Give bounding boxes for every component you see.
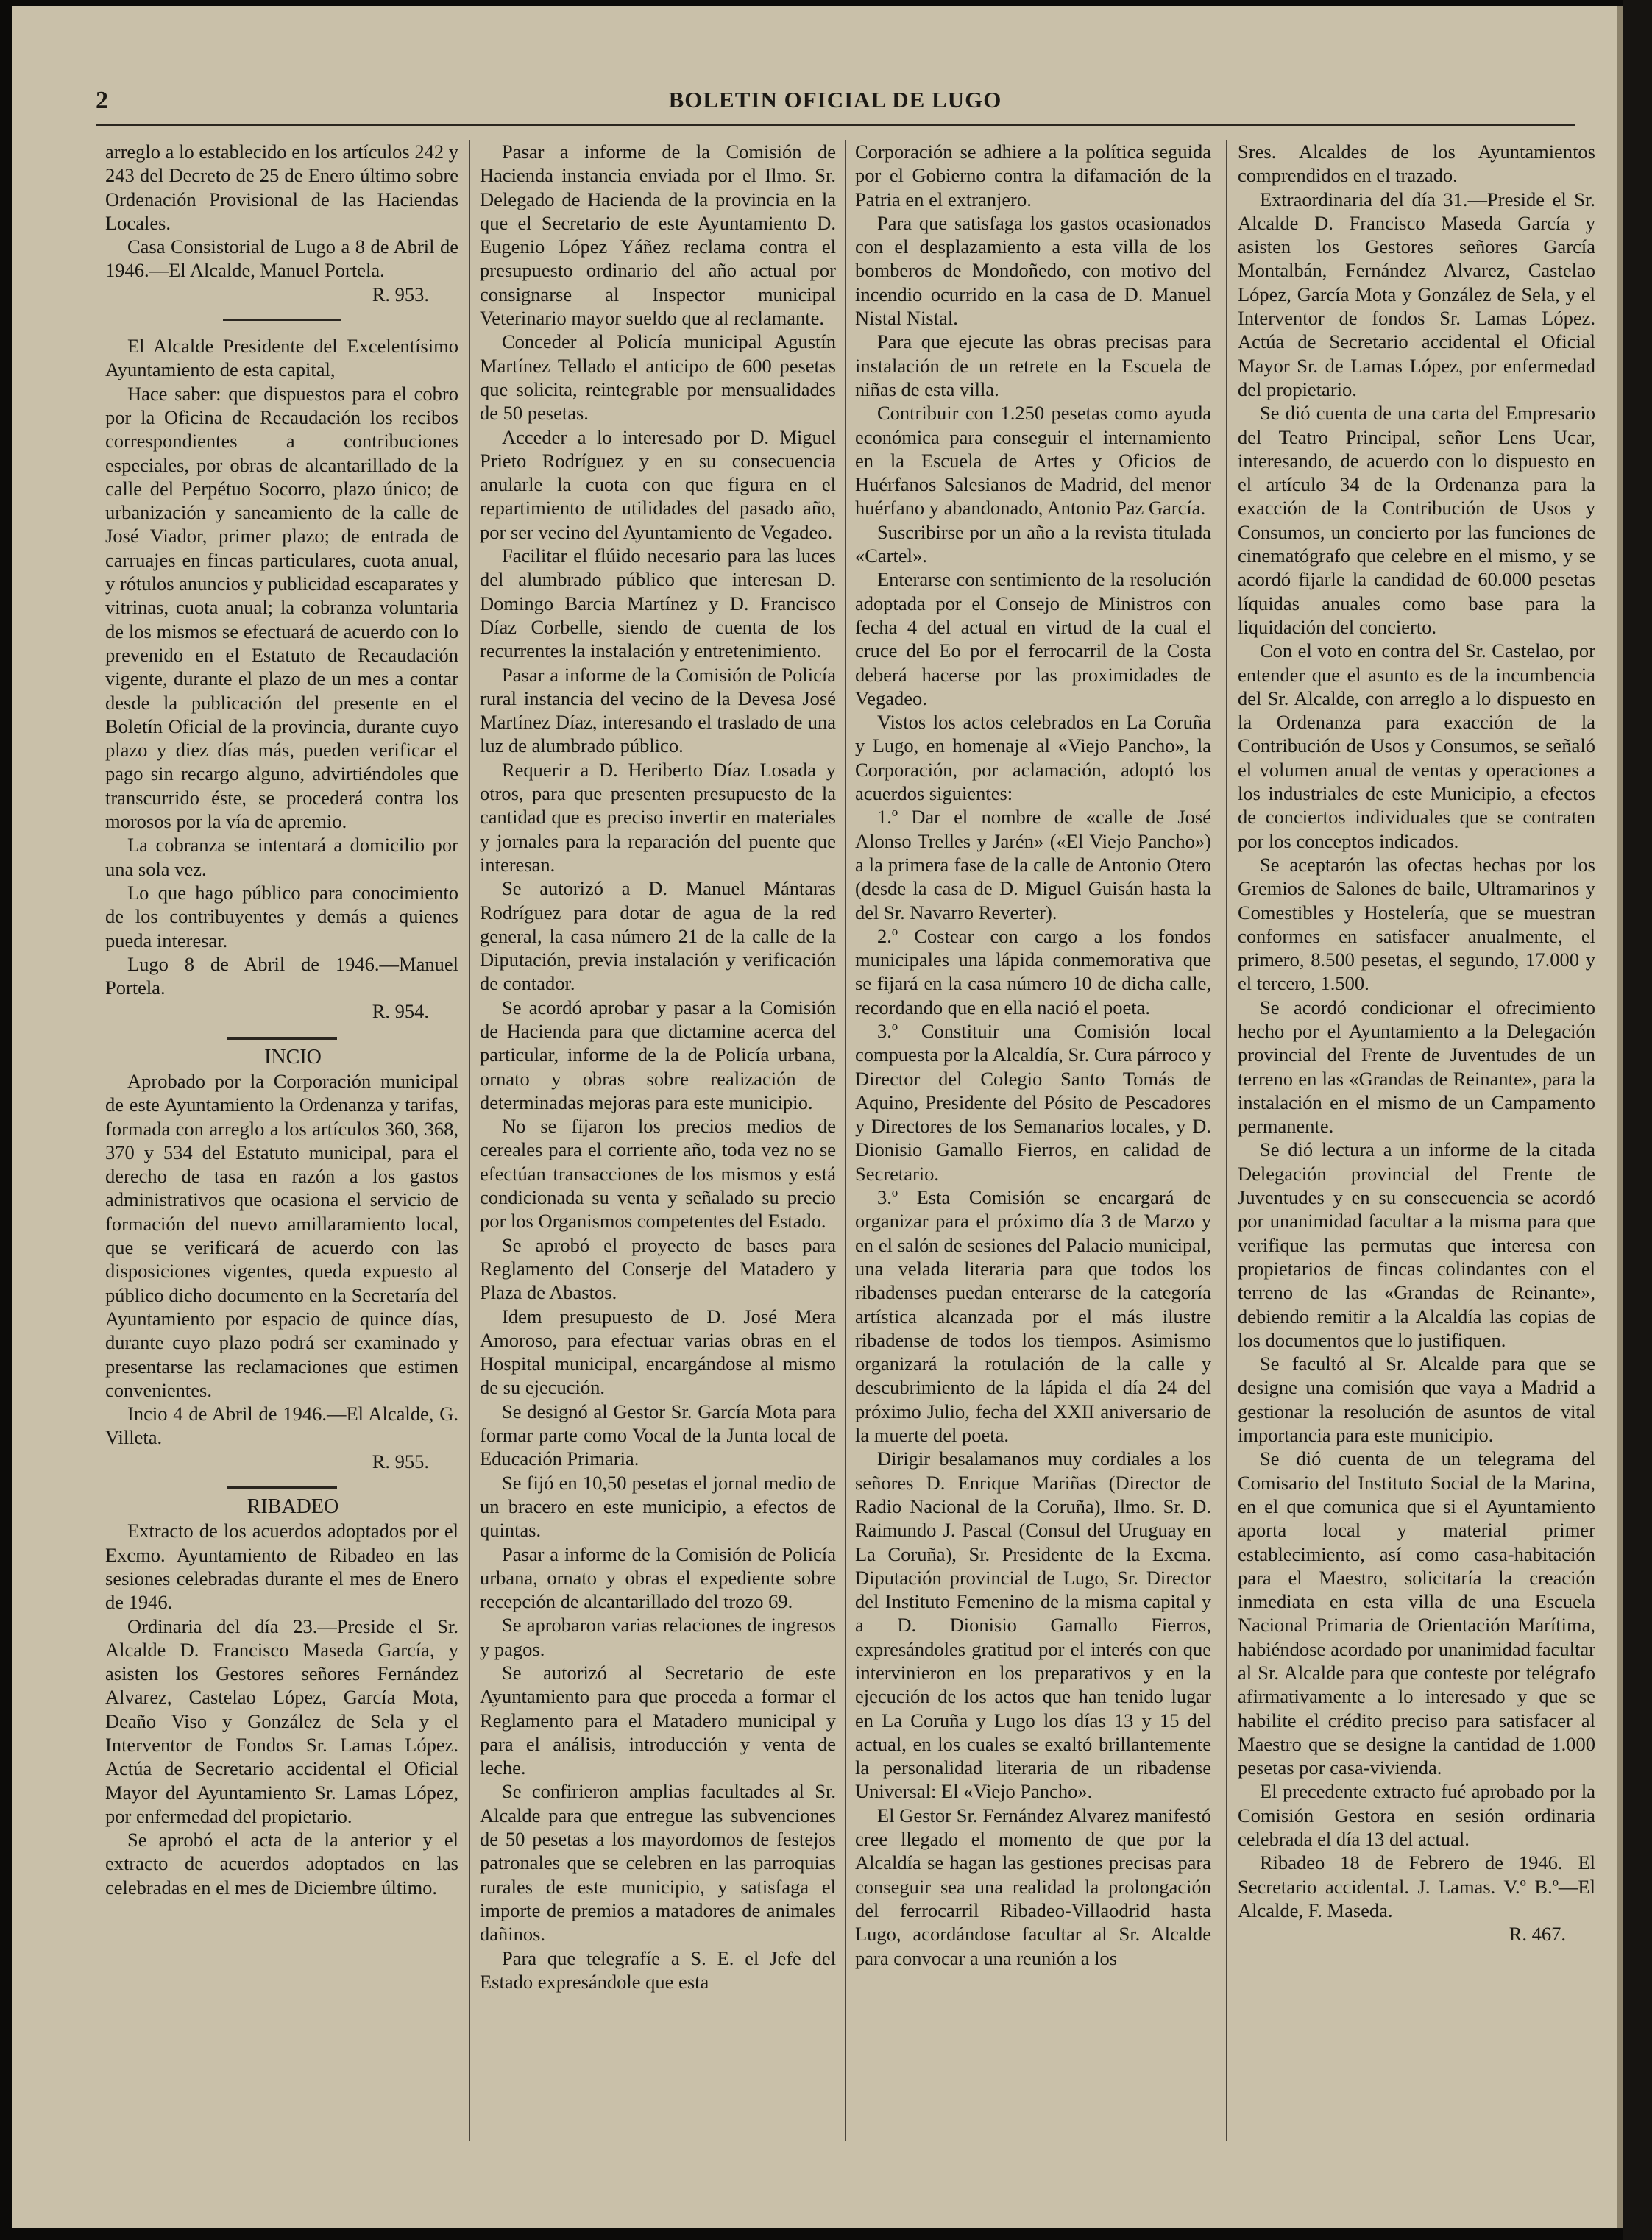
paragraph: Se aprobó el proyecto de bases para Reglamento del Conserje del Matadero y Plaza de Abastos. <box>480 1233 836 1304</box>
paragraph: Se facultó al Sr. Alcalde para que se designe una comisión que vaya a Madrid a gestionar la resolución de asuntos de vital importancia para este municipio. <box>1238 1353 1595 1447</box>
paragraph: Se designó al Gestor Sr. García Mota para formar parte como Vocal de la Junta local de Educación Primaria. <box>480 1400 836 1470</box>
reference-number: R. 467. <box>1509 1923 1566 1946</box>
paragraph: Suscribirse por un año a la revista titulada «Cartel». <box>855 520 1211 567</box>
paragraph: Vistos los actos celebrados en La Coruña y Lugo, en homenaje al «Viejo Pancho», la Corporación, por aclamación, adoptó los acuerdos siguientes: <box>855 711 1211 805</box>
column-1 <box>105 140 458 2141</box>
paragraph: Se dió cuenta de una carta del Empresario del Teatro Principal, señor Lens Ucar, interesando, de acuerdo con lo dispuesto en el artículo 34 de la Ordenanza para la exacción de la Contribución de Usos y Consumos, un concierto por las funciones de cinematógrafo que celebre en el mismo, y se acordó fijarle la candidad de 60.000 pesetas líquidas anuales como base para la liquidación del concierto. <box>1238 402 1595 638</box>
paragraph: Pasar a informe de la Comisión de Hacienda instancia enviada por el Ilmo. Sr. Delegado de Hacienda de la provincia en la que el Secretario de este Ayuntamiento D. Eugenio López Yáñez reclama contra el presupuesto ordinario del año actual por consignarse al Inspector municipal Veterinario mayor sueldo que al reclamante. <box>480 141 836 330</box>
paragraph: El Gestor Sr. Fernández Alvarez manifestó cree llegado el momento de que por la Alcaldía se hagan las gestiones precisas para conseguir sea una realidad la prolongación del ferrocarril Ribadeo-Villaodrid hasta Lugo, acordándose facultar al Sr. Alcalde para convocar a una reunión a los <box>855 1804 1211 1969</box>
column-divider <box>469 140 470 2141</box>
paragraph: El precedente extracto fué aprobado por la Comisión Gestora en sesión ordinaria celebrada el día 13 del actual. <box>1238 1780 1595 1851</box>
paragraph: 1.º Dar el nombre de «calle de José Alonso Trelles y Jarén» («El Viejo Pancho») a la primera fase de la calle de Antonio Otero (desde la casa de D. Miguel Guisán hasta la del Sr. Navarro Reverter). <box>855 806 1211 924</box>
paragraph: Se acordó aprobar y pasar a la Comisión de Hacienda para que dictamine acerca del particular, informe de la de Policía urbana, ornato y obras sobre realización de determinadas mejoras para este municipio. <box>480 996 836 1113</box>
paragraph: Se fijó en 10,50 pesetas el jornal medio de un bracero en este municipio, a efectos de quintas. <box>480 1471 836 1542</box>
running-title: BOLETIN OFICIAL DE LUGO <box>668 87 1002 113</box>
separator-rule <box>227 1486 337 1489</box>
paragraph: Para que satisfaga los gastos ocasionados con el desplazamiento a esta villa de los bomberos de Mondoñedo, con motivo del incendio ocurrido en la casa de D. Manuel Nistal Nistal. <box>855 211 1211 330</box>
paragraph: Facilitar el flúido necesario para las luces del alumbrado público que interesan D. Domingo Barcia Martínez y D. Francisco Díaz Corbelle, siendo de cuenta de los recurrentes la instalación y entretenimiento. <box>480 545 836 662</box>
paragraph: Conceder al Policía municipal Agustín Martínez Tellado el anticipo de 600 pesetas que solicita, reintegrable por mensualidades de 50 pesetas. <box>480 330 836 425</box>
column-divider <box>845 140 846 2141</box>
column-3 <box>855 140 1211 2141</box>
paragraph: Dirigir besalamanos muy cordiales a los señores D. Enrique Mariñas (Director de Radio Nacional de la Coruña), Ilmo. Sr. D. Raimundo J. Pascal (Consul del Uruguay en La Coruña), Sr. Presidente de la Excma. Diputación provincial de Lugo, Sr. Director del Instituto Femenino de la misma capital y a D. Dionisio Gamallo Fierros, expresándoles gratitud por el interés con que intervinieron en los preparativos y en la ejecución de los actos que han tenido lugar en La Coruña y Lugo los días 13 y 15 del actual, en los cuales se exaltó brillantemente la personalidad literaria de un ribadense Universal: El «Viejo Pancho». <box>855 1447 1211 1803</box>
paragraph: Aprobado por la Corporación municipal de este Ayuntamiento la Ordenanza y tarifas, formada con arreglo a los artículos 360, 368, 370 y 534 del Estatuto municipal, para el derecho de tasa en razón a los gastos administrativos que ocasiona el servicio de formación del nuevo amillaramiento local, que se verificará de acuerdo con las disposiciones vigentes, queda expuesto al público dicho documento en la Secretaría del Ayuntamiento por espacio de quince días, durante cuyo plazo podrá ser examinado y presentarse las reclamaciones que estimen convenientes. <box>105 1069 458 1401</box>
separator-rule <box>223 319 341 321</box>
paragraph: 2.º Costear con cargo a los fondos municipales una lápida conmemorativa que se fijará en la casa número 10 de dicha calle, recordando que en ella nació el poeta. <box>855 924 1211 1018</box>
paragraph: Con el voto en contra del Sr. Castelao, por entender que el asunto es de la incumbencia del Sr. Alcalde, con arreglo a lo dispuesto en la Ordenanza para exacción de la Contribución de Usos y Consumos, se señaló el volumen anual de ventas y operaciones a los industriales de este Municipio, a efectos de conciertos individuales que se contraten por los conceptos indicados. <box>1238 639 1595 852</box>
paragraph: No se fijaron los precios medios de cereales para el corriente año, toda vez no se efectúan transacciones de los mismos y está condicionada su venta y señalado su precio por los Organismos competentes del Estado. <box>480 1115 836 1233</box>
paragraph: Se acordó condicionar el ofrecimiento hecho por el Ayuntamiento a la Delegación provincial del Frente de Juventudes de un terreno en las «Grandas de Reinante», para la instalación en el mismo de un Campamento permanente. <box>1238 996 1595 1138</box>
paragraph: Para que ejecute las obras precisas para instalación de un retrete en la Escuela de niñas de esta villa. <box>855 330 1211 400</box>
separator-rule <box>227 1037 337 1040</box>
paragraph: arreglo a lo establecido en los artículos 242 y 243 del Decreto de 25 de Enero último sobre Ordenación Provisional de las Haciendas Locales. <box>105 141 458 234</box>
paragraph: 3.º Constituir una Comisión local compuesta por la Alcaldía, Sr. Cura párroco y Director del Colegio Santo Tomás de Aquino, Presidente del Pósito de Pescadores y Directores de los Semanarios locales, y D. Dionisio Gamallo Fierros, en calidad de Secretario. <box>855 1019 1211 1185</box>
paragraph: Ribadeo 18 de Febrero de 1946. El Secretario accidental. J. Lamas. V.º B.º—El Alcalde, F. Maseda. <box>1238 1851 1595 1921</box>
paragraph: Lo que hago público para conocimiento de los contribuyentes y demás a quienes pueda interesar. <box>105 881 458 951</box>
paragraph: Enterarse con sentimiento de la resolución adoptada por el Consejo de Ministros con fecha 4 del actual en virtud de la cual el cruce del Eo por el ferrocarril de la Costa deberá hacerse por las proximidades de Vegadeo. <box>855 568 1211 709</box>
paragraph: Requerir a D. Heriberto Díaz Losada y otros, para que presenten presupuesto de la cantidad que es preciso invertir en materiales y jornales para la reparación del puente que interesan. <box>480 758 836 876</box>
reference-number: R. 954. <box>372 1000 429 1023</box>
page-number: 2 <box>96 87 108 114</box>
scan-background-edge <box>1623 0 1652 2240</box>
reference-number: R. 955. <box>372 1450 429 1472</box>
paragraph: El Alcalde Presidente del Excelentísimo Ayuntamiento de esta capital, <box>105 335 458 381</box>
paragraph: Contribuir con 1.250 pesetas como ayuda económica para conseguir el internamiento en la Escuela de Artes y Oficios de Huérfanos Salesianos de Madrid, del menor huérfano y abandonado, Antonio Paz García. <box>855 402 1211 520</box>
paragraph: Sres. Alcaldes de los Ayuntamientos comprendidos en el trazado. <box>1238 141 1595 187</box>
paragraph: Se autorizó al Secretario de este Ayuntamiento para que proceda a formar el Reglamento para el Matadero municipal y para el análisis, introducción y venta de leche. <box>480 1662 836 1779</box>
column-2 <box>480 140 836 2141</box>
paragraph: Lugo 8 de Abril de 1946.—Manuel Portela. <box>105 952 458 999</box>
paragraph: 3.º Esta Comisión se encargará de organizar para el próximo día 3 de Marzo y en el salón de sesiones del Palacio municipal, una velada literaria para que todos los ribadenses puedan enterarse de la categoría artística alcanzada por el más ilustre ribadense de todos los tiempos. Asimismo organizará la rotulación de la calle y descubrimiento de la lápida el día 24 del próximo Julio, fecha del XXII aniversario de la muerte del poeta. <box>855 1186 1211 1447</box>
paragraph: Pasar a informe de la Comisión de Policía rural instancia del vecino de la Devesa José Martínez Díaz, interesando el traslado de una luz de alumbrado público. <box>480 663 836 757</box>
column-4 <box>1238 140 1595 2141</box>
paragraph: Se aprobaron varias relaciones de ingresos y pagos. <box>480 1614 836 1660</box>
column-divider <box>1226 140 1227 2141</box>
paragraph: Incio 4 de Abril de 1946.—El Alcalde, G. Villeta. <box>105 1403 458 1449</box>
paragraph: Ordinaria del día 23.—Preside el Sr. Alcalde D. Francisco Maseda García, y asisten los Gestores señores Fernández Alvarez, Castelao López, García Mota, Deaño Viso y González de Sela y el Interventor de Fondos Sr. Lamas López. Actúa de Secretario accidental el Oficial Mayor del Ayuntamiento Sr. Lamas López, por enfermedad del propietario. <box>105 1615 458 1827</box>
paragraph: Se aprobó el acta de la anterior y el extracto de acuerdos adoptados en las celebradas en el mes de Diciembre último. <box>105 1829 458 1899</box>
paragraph: Para que telegrafíe a S. E. el Jefe del Estado expresándole que esta <box>480 1946 836 1993</box>
paragraph: Se dió lectura a un informe de la citada Delegación provincial del Frente de Juventudes y en su consecuencia se acordó por unanimidad facultar a la misma para que verifique las permutas que interesa con propietarios de fincas colindantes con el terreno de las «Grandas de Reinante», debiendo remitir a la Alcaldía las copias de los documentos que lo justifiquen. <box>1238 1138 1595 1351</box>
paragraph: Corporación se adhiere a la política seguida por el Gobierno contra la difamación de la Patria en el extranjero. <box>855 141 1211 210</box>
paragraph: Se aceptarón las ofectas hechas por los Gremios de Salones de baile, Ultramarinos y Comestibles y Hostelería, que se muestran conformes en satisfacer anualmente, el primero, 8.500 pesetas, el segundo, 17.000 y el tercero, 1.500. <box>1238 853 1595 995</box>
paragraph: Casa Consistorial de Lugo a 8 de Abril de 1946.—El Alcalde, Manuel Portela. <box>105 235 458 282</box>
section-heading-incio: INCIO <box>264 1045 322 1068</box>
paragraph: Se confirieron amplias facultades al Sr. Alcalde para que entregue las subvenciones de 50 pesetas a los mayordomos de festejos patronales que se celebren en las parroquias rurales de este municipio, y satisfaga el importe de premios a matadores de animales dañinos. <box>480 1780 836 1946</box>
page-header <box>96 87 1575 124</box>
paragraph: Idem presupuesto de D. José Mera Amoroso, para efectuar varias obras en el Hospital municipal, encargándose al mismo de su ejecución. <box>480 1305 836 1399</box>
paragraph: Extracto de los acuerdos adoptados por el Excmo. Ayuntamiento de Ribadeo en las sesiones celebradas durante el mes de Enero de 1946. <box>105 1520 458 1614</box>
paragraph: Acceder a lo interesado por D. Miguel Prieto Rodríguez y en su consecuencia anularle la cuota con que figura en el repartimiento de utilidades del pasado año, por ser vecino del Ayuntamiento de Vegadeo. <box>480 425 836 543</box>
paragraph: La cobranza se intentará a domicilio por una sola vez. <box>105 834 458 880</box>
reference-number: R. 953. <box>372 283 429 305</box>
section-heading-ribadeo: RIBADEO <box>247 1495 339 1519</box>
paragraph: Se autorizó a D. Manuel Mántaras Rodríguez para dotar de agua de la red general, la casa número 21 de la calle de la Diputación, previa instalación y verificación de contador. <box>480 877 836 995</box>
header-rule <box>96 124 1575 126</box>
paragraph: Hace saber: que dispuestos para el cobro por la Oficina de Recaudación los recibos correspondientes a contribuciones especiales, por obras de alcantarillado de la calle del Perpétuo Socorro, plazo único; de urbanización y saneamiento de la calle de José Viador, primer plazo; de entrada de carruajes en fincas particulares, cuota anual, y rótulos anuncios y publicidad escaparates y vitrinas, cuota anual; la cobranza voluntaria de los mismos se efectuará de acuerdo con lo prevenido en el Estatuto de Recaudación vigente, durante el plazo de un mes a contar desde la publicación del presente en el Boletín Oficial de la provincia, durante cuyo plazo y diez días más, pueden verificar el pago sin recargo alguno, advirtiéndoles que transcurrido éste, se procederá contra los morosos por la vía de apremio. <box>105 382 458 833</box>
paragraph: Se dió cuenta de un telegrama del Comisario del Instituto Social de la Marina, en el que comunica que si el Ayuntamiento aporta local y material primer establecimiento, así como casa-habitación para el Maestro, solicitaría la creación inmediata en esta villa de una Escuela Nacional Primaria de Orientación Marítima, habiéndose acordado por unanimidad facultar al Sr. Alcalde para que conteste por telégrafo afirmativamente a lo interesado y que se habilite el crédito preciso para satisfacer al Maestro que se designe la cantidad de 1.000 pesetas por casa-vivienda. <box>1238 1447 1595 1779</box>
paragraph: Extraordinaria del día 31.—Preside el Sr. Alcalde D. Francisco Maseda García y asisten los Gestores señores García Montalbán, Fernández Alvarez, Castelao López, García Mota y González de Sela, y el Interventor de fondos Sr. Lamas López. Actúa de Secretario accidental el Oficial Mayor Sr. de Lamas López, por enfermedad del propietario. <box>1238 188 1595 400</box>
paragraph: Pasar a informe de la Comisión de Policía urbana, ornato y obras el expediente sobre recepción de alcantarillado del trozo 69. <box>480 1542 836 1613</box>
